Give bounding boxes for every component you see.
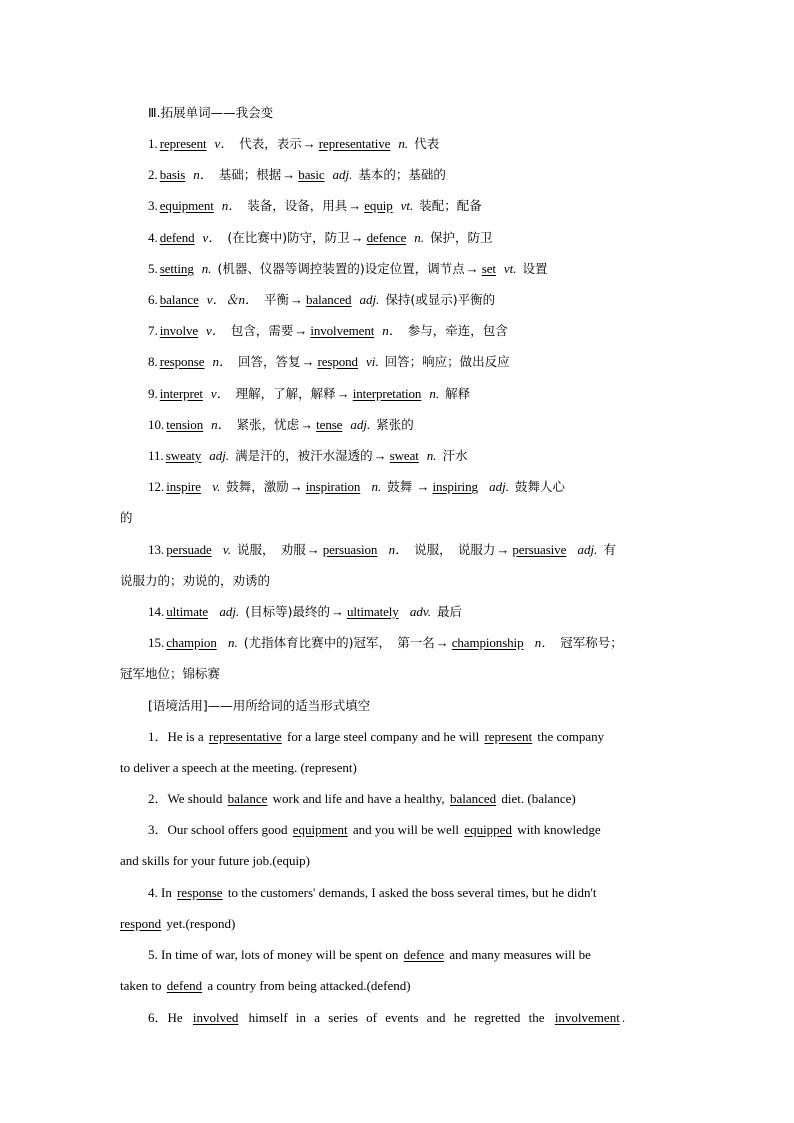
answer-blank: involvement bbox=[554, 1010, 620, 1025]
arrow: → bbox=[294, 323, 308, 338]
exercise-text: with knowledge bbox=[517, 822, 601, 837]
meaning: (在比赛中)防守，防卫 bbox=[227, 230, 350, 245]
answer-blank: tense bbox=[316, 417, 343, 432]
arrow: → bbox=[496, 542, 510, 557]
exercise-text: diet. (balance) bbox=[501, 791, 576, 806]
arrow: → bbox=[348, 198, 362, 213]
meaning: 平衡 bbox=[264, 292, 290, 307]
item-number: 15. bbox=[148, 635, 165, 650]
exercise-text: to the customers' demands, I asked the boss several times, but he didn't bbox=[227, 885, 597, 900]
part-of-speech: n． bbox=[534, 635, 555, 650]
answer-blank: persuasive bbox=[512, 542, 567, 557]
exercise-text: work and life and have a healthy, bbox=[272, 791, 445, 806]
part-of-speech: v． bbox=[202, 230, 222, 245]
meaning: 满是汗的，被汗水湿透的 bbox=[235, 448, 373, 463]
answer-blank: representative bbox=[208, 729, 282, 744]
answer-blank: ultimately bbox=[346, 604, 399, 619]
part-of-speech: adj. bbox=[209, 448, 230, 463]
item-number: 6. bbox=[148, 292, 158, 307]
exercise-2 bbox=[148, 790, 688, 808]
exercise-5-continued bbox=[120, 977, 660, 995]
answer-blank: represent bbox=[484, 729, 533, 744]
part-of-speech: v． bbox=[210, 386, 230, 401]
meaning: 代表，表示 bbox=[239, 136, 302, 151]
meaning: (机器、仪器等调控装置的)设定位置，调节点 bbox=[217, 261, 465, 276]
item-number: 4. bbox=[148, 230, 158, 245]
exercise-5 bbox=[148, 946, 688, 964]
answer-blank: setting bbox=[159, 261, 194, 276]
part-of-speech: v． bbox=[206, 323, 225, 338]
exercise-3 bbox=[148, 821, 688, 839]
exercise-1 bbox=[148, 728, 688, 746]
part-of-speech: n． bbox=[193, 167, 213, 182]
part-of-speech: n． bbox=[212, 354, 232, 369]
answer-blank: defence bbox=[403, 947, 445, 962]
part-of-speech: n. bbox=[398, 136, 409, 151]
section-title: Ⅲ.拓展单词——我会变 bbox=[148, 105, 274, 120]
part-of-speech: n． bbox=[211, 417, 231, 432]
meaning: 回答，答复 bbox=[237, 354, 301, 369]
answer-blank: basis bbox=[159, 167, 186, 182]
part-of-speech: adj. bbox=[219, 604, 240, 619]
part-of-speech: vi. bbox=[365, 354, 379, 369]
exercise-text: and many measures will be bbox=[449, 947, 591, 962]
arrow: → bbox=[350, 230, 364, 245]
part-of-speech: adj. bbox=[489, 479, 509, 494]
arrow: → bbox=[301, 354, 315, 369]
word-item-12 bbox=[148, 478, 688, 496]
meaning: 装备，设备，用具 bbox=[247, 198, 348, 213]
answer-blank: defence bbox=[366, 230, 407, 245]
word-item-11 bbox=[148, 447, 688, 465]
answer-blank: equipment bbox=[292, 822, 348, 837]
part-of-speech: n. bbox=[414, 230, 425, 245]
meaning: 最后 bbox=[436, 604, 462, 619]
item-number: 5. bbox=[148, 261, 158, 276]
arrow: → bbox=[416, 479, 430, 494]
answer-blank: respond bbox=[317, 354, 358, 369]
part-of-speech: vt. bbox=[503, 261, 517, 276]
meaning: 保护，防卫 bbox=[430, 230, 493, 245]
part-of-speech: v． bbox=[214, 136, 234, 151]
answer-blank: respond bbox=[120, 916, 162, 931]
exercise-text: 2．We should bbox=[148, 791, 223, 806]
context-title: [语境活用]——用所给词的适当形式填空 bbox=[148, 698, 371, 713]
answer-blank: sweat bbox=[389, 448, 419, 463]
exercise-text: and you will be well bbox=[352, 822, 460, 837]
exercise-text: a country from being attacked.(defend) bbox=[207, 978, 411, 993]
exercise-text: 3．Our school offers good bbox=[148, 822, 288, 837]
arrow: → bbox=[435, 635, 449, 650]
exercise-text: himself in a series of events and he regretted the bbox=[248, 1010, 545, 1025]
exercise-text: 5. In time of war, lots of money will be spent on bbox=[148, 947, 399, 962]
meaning: 代表 bbox=[414, 136, 440, 151]
exercise-4 bbox=[148, 884, 688, 902]
answer-blank: balanced bbox=[449, 791, 497, 806]
exercise-text: for a large steel company and he will bbox=[287, 729, 480, 744]
answer-blank: persuasion bbox=[322, 542, 378, 557]
meaning: 参与，牵连，包含 bbox=[407, 323, 508, 338]
word-item-12-continued: 的 bbox=[120, 510, 133, 525]
meaning: 解释 bbox=[445, 386, 471, 401]
part-of-speech: adv. bbox=[409, 604, 431, 619]
answer-blank: persuade bbox=[166, 542, 212, 557]
part-of-speech: adj. bbox=[332, 167, 353, 182]
meaning: 基础；根据 bbox=[218, 167, 282, 182]
arrow: → bbox=[373, 448, 387, 463]
arrow: → bbox=[302, 136, 316, 151]
word-item-6 bbox=[148, 291, 688, 309]
exercise-text: taken to bbox=[120, 978, 162, 993]
item-number: 14. bbox=[148, 604, 165, 619]
answer-blank: sweaty bbox=[165, 448, 202, 463]
answer-blank: involve bbox=[159, 323, 199, 338]
word-item-15 bbox=[148, 634, 688, 652]
answer-blank: response bbox=[177, 885, 223, 900]
answer-blank: set bbox=[481, 261, 496, 276]
meaning: 说服， 说服力 bbox=[414, 542, 496, 557]
word-item-13 bbox=[148, 541, 688, 559]
exercise-4-continued bbox=[120, 915, 660, 933]
meaning: (尤指体育比赛中的)冠军， 第一名 bbox=[243, 635, 435, 650]
answer-blank: defend bbox=[166, 978, 203, 993]
part-of-speech: n． bbox=[388, 542, 409, 557]
part-of-speech: n． bbox=[382, 323, 402, 338]
answer-blank: interpretation bbox=[352, 386, 422, 401]
meaning: 鼓舞，激励 bbox=[226, 479, 289, 494]
answer-blank: championship bbox=[451, 635, 524, 650]
part-of-speech: n. bbox=[426, 448, 437, 463]
answer-blank: equip bbox=[364, 198, 393, 213]
word-item-9 bbox=[148, 385, 688, 403]
word-item-5 bbox=[148, 260, 688, 278]
meaning: 理解，了解，解释 bbox=[235, 386, 336, 401]
arrow: → bbox=[330, 604, 344, 619]
meaning: 紧张的 bbox=[376, 417, 414, 432]
meaning: 设置 bbox=[522, 261, 548, 276]
meaning: 装配；配备 bbox=[419, 198, 482, 213]
word-item-7 bbox=[148, 322, 688, 340]
word-item-10 bbox=[148, 416, 688, 434]
part-of-speech: n. bbox=[371, 479, 382, 494]
meaning: 说服， 劝服 bbox=[236, 542, 306, 557]
part-of-speech: n. bbox=[201, 261, 212, 276]
exercise-1-continued: to deliver a speech at the meeting. (represent) bbox=[120, 760, 357, 775]
item-number: 7. bbox=[148, 323, 158, 338]
meaning: 鼓舞人心 bbox=[515, 479, 566, 494]
answer-blank: inspiration bbox=[305, 479, 361, 494]
part-of-speech: n. bbox=[227, 635, 238, 650]
item-number: 8. bbox=[148, 354, 158, 369]
arrow: → bbox=[282, 167, 296, 182]
arrow: → bbox=[336, 386, 350, 401]
arrow: → bbox=[465, 261, 479, 276]
answer-blank: represent bbox=[159, 136, 207, 151]
meaning: 保持(或显示)平衡的 bbox=[385, 292, 496, 307]
answer-blank: inspire bbox=[166, 479, 201, 494]
word-item-15-continued: 冠军地位；锦标赛 bbox=[120, 666, 221, 681]
arrow: → bbox=[300, 417, 314, 432]
exercise-text: the company bbox=[537, 729, 605, 744]
arrow: → bbox=[290, 292, 304, 307]
part-of-speech: adj. bbox=[577, 542, 598, 557]
answer-blank: involvement bbox=[310, 323, 375, 338]
meaning: 包含，需要 bbox=[230, 323, 294, 338]
part-of-speech: adj. bbox=[350, 417, 371, 432]
word-item-2 bbox=[148, 166, 688, 184]
answer-blank: response bbox=[159, 354, 205, 369]
item-number: 12. bbox=[148, 479, 165, 494]
answer-blank: champion bbox=[166, 635, 217, 650]
exercise-6 bbox=[148, 1009, 688, 1027]
meaning: 汗水 bbox=[442, 448, 468, 463]
part-of-speech: v. bbox=[212, 479, 221, 494]
part-of-speech: n． bbox=[221, 198, 242, 213]
word-item-1 bbox=[148, 135, 688, 153]
meaning: 冠军称号； bbox=[560, 635, 623, 650]
part-of-speech: vt. bbox=[400, 198, 414, 213]
arrow: → bbox=[289, 479, 303, 494]
meaning: 回答；响应；做出反应 bbox=[384, 354, 510, 369]
answer-blank: equipped bbox=[464, 822, 512, 837]
item-number: 13. bbox=[148, 542, 165, 557]
meaning: 有 bbox=[603, 542, 616, 557]
part-of-speech: v．＆n． bbox=[206, 292, 259, 307]
answer-blank: representative bbox=[318, 136, 391, 151]
answer-blank: balance bbox=[159, 292, 199, 307]
word-item-3 bbox=[148, 197, 688, 215]
answer-blank: balanced bbox=[306, 292, 352, 307]
answer-blank: equipment bbox=[159, 198, 214, 213]
answer-blank: balance bbox=[227, 791, 268, 806]
word-item-14 bbox=[148, 603, 688, 621]
exercise-text: 1．He is a bbox=[148, 729, 204, 744]
answer-blank: involved bbox=[192, 1010, 239, 1025]
word-item-8 bbox=[148, 353, 688, 371]
item-number: 2. bbox=[148, 167, 158, 182]
meaning: (目标等)最终的 bbox=[245, 604, 330, 619]
exercise-text: yet.(respond) bbox=[166, 916, 236, 931]
exercise-3-continued: and skills for your future job.(equip) bbox=[120, 853, 310, 868]
word-item-4 bbox=[148, 229, 688, 247]
part-of-speech: adj. bbox=[359, 292, 380, 307]
meaning: 鼓舞 bbox=[387, 479, 413, 494]
exercise-text: 6．He bbox=[148, 1010, 183, 1025]
exercise-text: . bbox=[621, 1010, 626, 1025]
answer-blank: interpret bbox=[159, 386, 203, 401]
part-of-speech: v. bbox=[222, 542, 231, 557]
answer-blank: defend bbox=[159, 230, 195, 245]
answer-blank: basic bbox=[298, 167, 325, 182]
answer-blank: tension bbox=[166, 417, 204, 432]
exercise-text: 4. In bbox=[148, 885, 172, 900]
item-number: 3. bbox=[148, 198, 158, 213]
answer-blank: inspiring bbox=[432, 479, 478, 494]
arrow: → bbox=[306, 542, 320, 557]
word-item-13-continued: 说服力的；劝说的，劝诱的 bbox=[120, 573, 271, 588]
item-number: 1. bbox=[148, 136, 158, 151]
part-of-speech: n. bbox=[429, 386, 440, 401]
meaning: 基本的；基础的 bbox=[358, 167, 446, 182]
meaning: 紧张，忧虑 bbox=[236, 417, 300, 432]
answer-blank: ultimate bbox=[166, 604, 209, 619]
item-number: 10. bbox=[148, 417, 165, 432]
item-number: 11. bbox=[148, 448, 164, 463]
item-number: 9. bbox=[148, 386, 158, 401]
